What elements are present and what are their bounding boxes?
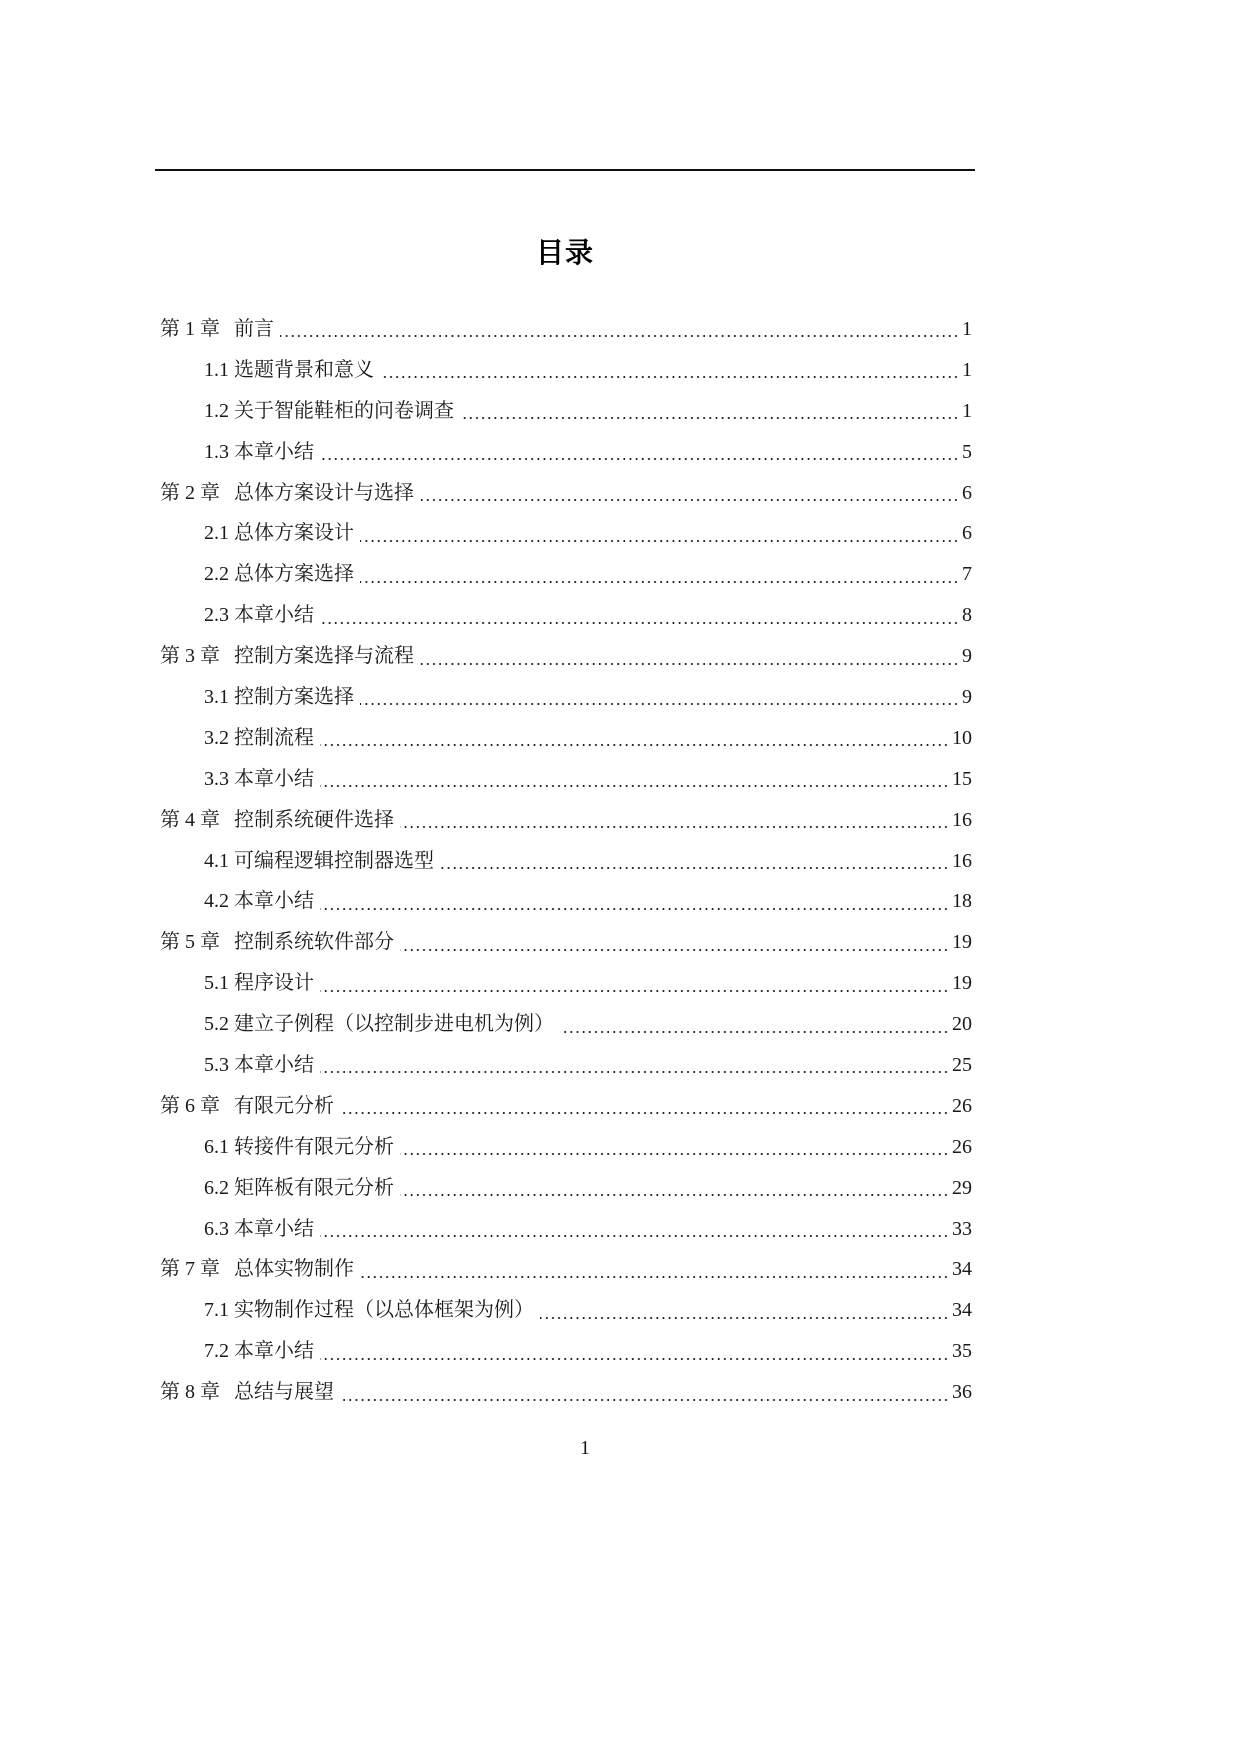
page-number: 6 xyxy=(962,522,972,545)
toc-section-entry[interactable] xyxy=(160,554,972,595)
entry-label: 本章小结 xyxy=(234,890,314,913)
dot-leader xyxy=(400,1137,949,1157)
dot-leader xyxy=(320,606,959,626)
section-number: 1.1 xyxy=(204,358,229,381)
dot-leader xyxy=(340,1096,949,1116)
section-number: 1.2 xyxy=(204,399,229,422)
dot-leader xyxy=(320,728,949,748)
header-rule xyxy=(155,169,975,171)
section-number: 5.3 xyxy=(204,1054,229,1077)
dot-leader xyxy=(320,769,949,789)
toc-section-entry[interactable] xyxy=(160,1127,972,1168)
dot-leader xyxy=(280,319,959,339)
entry-label: 本章小结 xyxy=(234,440,314,463)
dot-leader xyxy=(360,524,959,544)
entry-label: 总体实物制作 xyxy=(234,1258,354,1281)
toc-section-entry[interactable] xyxy=(160,1331,972,1372)
entry-label: 建立子例程（以控制步进电机为例） xyxy=(234,1013,554,1036)
toc-section-entry[interactable] xyxy=(160,1209,972,1250)
dot-leader xyxy=(540,1301,949,1321)
entry-label: 控制方案选择与流程 xyxy=(234,645,414,668)
page-number: 20 xyxy=(952,1013,972,1036)
section-number: 2.3 xyxy=(204,604,229,627)
toc-chapter-entry[interactable] xyxy=(160,1249,972,1290)
section-number: 5.1 xyxy=(204,972,229,995)
dot-leader xyxy=(320,1342,949,1362)
toc-section-entry[interactable] xyxy=(160,759,972,800)
entry-label: 控制方案选择 xyxy=(234,686,354,709)
dot-leader xyxy=(400,933,949,953)
toc-section-entry[interactable] xyxy=(160,513,972,554)
toc-chapter-entry[interactable] xyxy=(160,800,972,841)
entry-label: 本章小结 xyxy=(234,1340,314,1363)
toc-section-entry[interactable] xyxy=(160,677,972,718)
dot-leader xyxy=(320,1219,949,1239)
section-number: 1.3 xyxy=(204,440,229,463)
toc-section-entry[interactable] xyxy=(160,1290,972,1331)
chapter-number: 第 2 章 xyxy=(160,481,220,504)
page-number: 8 xyxy=(962,604,972,627)
section-number: 7.2 xyxy=(204,1340,229,1363)
toc-chapter-entry[interactable] xyxy=(160,309,972,350)
page-number: 29 xyxy=(952,1176,972,1199)
dot-leader xyxy=(420,647,959,667)
toc-section-entry[interactable] xyxy=(160,1004,972,1045)
dot-leader xyxy=(360,1260,949,1280)
page-number: 36 xyxy=(952,1381,972,1404)
entry-label: 矩阵板有限元分析 xyxy=(234,1176,394,1199)
chapter-number: 第 1 章 xyxy=(160,318,220,340)
section-number: 7.1 xyxy=(204,1299,229,1322)
page-number: 9 xyxy=(962,645,972,668)
toc-chapter-entry[interactable] xyxy=(160,922,972,963)
entry-label: 控制系统硬件选择 xyxy=(234,808,394,831)
entry-label: 实物制作过程（以总体框架为例） xyxy=(234,1299,534,1322)
dot-leader xyxy=(320,892,949,912)
entry-label: 转接件有限元分析 xyxy=(234,1135,394,1158)
section-number: 6.3 xyxy=(204,1217,229,1240)
entry-label: 总结与展望 xyxy=(234,1381,334,1404)
toc-section-entry[interactable] xyxy=(160,841,972,882)
toc-chapter-entry[interactable] xyxy=(160,1086,972,1127)
page-number: 1 xyxy=(962,318,972,340)
chapter-number: 第 4 章 xyxy=(160,808,220,831)
dot-leader xyxy=(320,974,949,994)
chapter-number: 第 6 章 xyxy=(160,1094,220,1117)
section-number: 4.1 xyxy=(204,849,229,872)
dot-leader xyxy=(340,1383,949,1403)
dot-leader xyxy=(320,1055,949,1075)
entry-label: 程序设计 xyxy=(234,972,314,995)
entry-label: 有限元分析 xyxy=(234,1094,334,1117)
section-number: 2.2 xyxy=(204,563,229,586)
page-number: 6 xyxy=(962,481,972,504)
section-number: 3.1 xyxy=(204,686,229,709)
toc-chapter-entry[interactable] xyxy=(160,636,972,677)
dot-leader xyxy=(360,565,959,585)
page-title: 目录 xyxy=(535,235,594,269)
entry-label: 本章小结 xyxy=(234,1054,314,1077)
section-number: 3.3 xyxy=(204,767,229,790)
page-number: 5 xyxy=(962,440,972,463)
dot-leader xyxy=(320,442,959,462)
page-number: 1 xyxy=(962,358,972,381)
page-number: 26 xyxy=(952,1135,972,1158)
page-number: 10 xyxy=(952,726,972,749)
page-number: 9 xyxy=(962,686,972,709)
section-number: 6.2 xyxy=(204,1176,229,1199)
page-number: 34 xyxy=(952,1299,972,1322)
dot-leader xyxy=(400,810,949,830)
section-number: 2.1 xyxy=(204,522,229,545)
chapter-number: 第 8 章 xyxy=(160,1381,220,1404)
entry-label: 总体方案设计与选择 xyxy=(234,481,414,504)
toc-section-entry[interactable] xyxy=(160,881,972,922)
chapter-number: 第 7 章 xyxy=(160,1258,220,1281)
entry-label: 可编程逻辑控制器选型 xyxy=(234,849,434,872)
page-number: 18 xyxy=(952,890,972,913)
toc-section-entry[interactable] xyxy=(160,595,972,636)
chapter-number: 第 3 章 xyxy=(160,645,220,668)
page-number: 34 xyxy=(952,1258,972,1281)
section-number: 6.1 xyxy=(204,1135,229,1158)
toc-section-entry[interactable] xyxy=(160,718,972,759)
dot-leader xyxy=(560,1015,949,1035)
dot-leader xyxy=(380,360,959,380)
dot-leader xyxy=(440,851,949,871)
dot-leader xyxy=(460,401,959,421)
chapter-number: 第 5 章 xyxy=(160,931,220,954)
toc-section-entry[interactable] xyxy=(160,1045,972,1086)
entry-label: 本章小结 xyxy=(234,1217,314,1240)
toc-chapter-entry[interactable] xyxy=(160,473,972,514)
page-number: 35 xyxy=(952,1340,972,1363)
section-number: 5.2 xyxy=(204,1013,229,1036)
page-number: 16 xyxy=(952,849,972,872)
section-number: 3.2 xyxy=(204,726,229,749)
entry-label: 选题背景和意义 xyxy=(234,358,374,381)
page-number: 19 xyxy=(952,972,972,995)
section-number: 4.2 xyxy=(204,890,229,913)
entry-label: 总体方案设计 xyxy=(234,522,354,545)
page-number: 19 xyxy=(952,931,972,954)
toc-section-entry[interactable] xyxy=(160,350,972,391)
page-number: 33 xyxy=(952,1217,972,1240)
entry-label: 前言 xyxy=(234,318,274,340)
page-number: 1 xyxy=(962,399,972,422)
toc-section-entry[interactable] xyxy=(160,432,972,473)
page-number: 25 xyxy=(952,1054,972,1077)
table-of-contents xyxy=(160,309,972,1413)
entry-label: 关于智能鞋柜的问卷调查 xyxy=(234,399,454,422)
toc-section-entry[interactable] xyxy=(160,963,972,1004)
page-number: 15 xyxy=(952,767,972,790)
entry-label: 总体方案选择 xyxy=(234,563,354,586)
toc-section-entry[interactable] xyxy=(160,1168,972,1209)
entry-label: 控制系统软件部分 xyxy=(234,931,394,954)
entry-label: 本章小结 xyxy=(234,767,314,790)
page-number: 7 xyxy=(962,563,972,586)
toc-section-entry[interactable] xyxy=(160,391,972,432)
footer-page-number: 1 xyxy=(580,1437,590,1459)
dot-leader xyxy=(420,483,959,503)
entry-label: 控制流程 xyxy=(234,726,314,749)
entry-label: 本章小结 xyxy=(234,604,314,627)
dot-leader xyxy=(360,687,959,707)
page-number: 26 xyxy=(952,1094,972,1117)
dot-leader xyxy=(400,1178,949,1198)
toc-chapter-entry[interactable] xyxy=(160,1372,972,1413)
page-number: 16 xyxy=(952,808,972,831)
